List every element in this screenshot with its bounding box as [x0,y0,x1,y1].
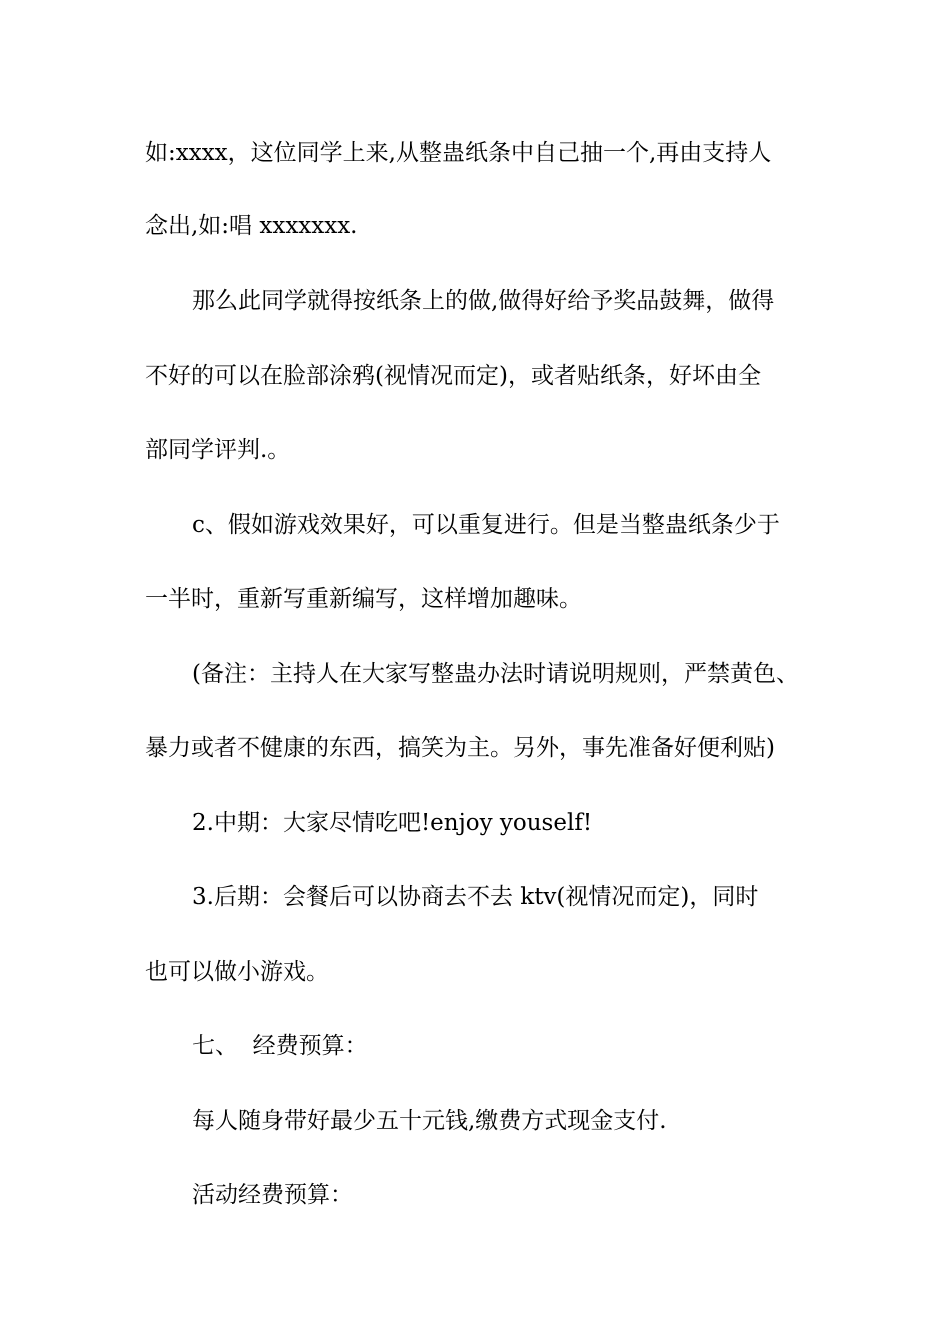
paragraph-line-3: 那么此同学就得按纸条上的做,做得好给予奖品鼓舞，做得 [192,288,775,314]
paragraph-line-8: (备注：主持人在大家写整蛊办法时请说明规则，严禁黄色、 [192,661,799,687]
paragraph-line-5: 部同学评判.。 [145,437,291,463]
paragraph-line-15: 活动经费预算： [192,1182,353,1208]
paragraph-line-1: 如:xxxx，这位同学上来,从整蛊纸条中自己抽一个,再由支持人 [145,140,772,166]
paragraph-line-2: 念出,如:唱 xxxxxxx. [145,213,358,239]
paragraph-line-11: 3.后期：会餐后可以协商去不去 ktv(视情况而定)，同时 [192,884,759,910]
paragraph-line-12: 也可以做小游戏。 [145,959,329,985]
paragraph-line-9: 暴力或者不健康的东西，搞笑为主。另外，事先准备好便利贴) [145,735,775,761]
section-heading-budget: 七、 经费预算： [192,1033,368,1059]
paragraph-line-10: 2.中期：大家尽情吃吧!enjoy youself! [192,810,593,836]
paragraph-line-4: 不好的可以在脸部涂鸦(视情况而定)，或者贴纸条，好坏由全 [145,363,761,389]
paragraph-line-6: c、假如游戏效果好，可以重复进行。但是当整蛊纸条少于 [192,512,780,538]
paragraph-line-7: 一半时，重新写重新编写，这样增加趣味。 [145,586,582,612]
paragraph-line-14: 每人随身带好最少五十元钱,缴费方式现金支付. [192,1108,667,1134]
